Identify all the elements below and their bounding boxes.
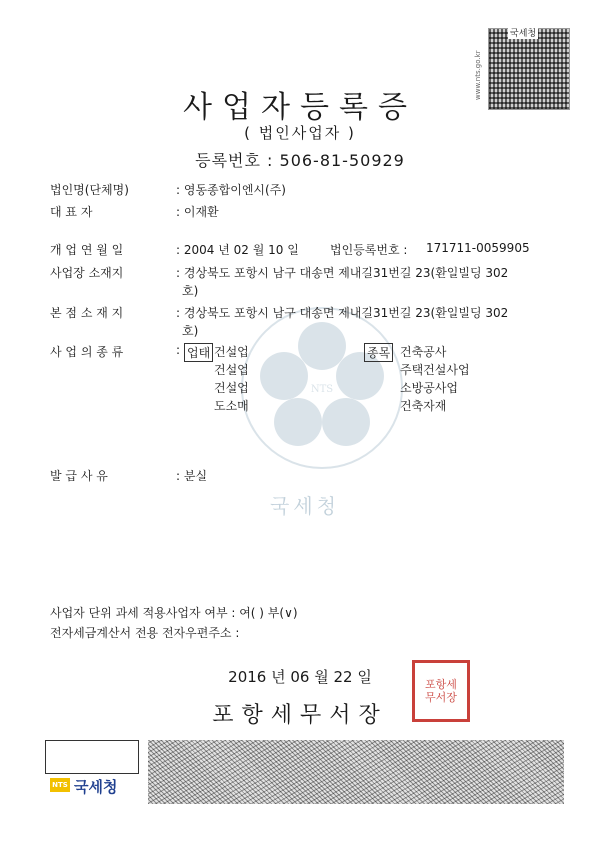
category-3: 건설업 — [214, 381, 249, 395]
business-address-label: 사업장 소재지 — [50, 266, 124, 280]
opening-date-value: : 2004 년 02 월 10 일 — [176, 243, 299, 257]
corp-reg-value: 171711-0059905 — [426, 241, 530, 255]
issue-reason-label: 발 급 사 유 — [50, 469, 108, 483]
registration-number: 등록번호 : 506-81-50929 — [195, 151, 405, 170]
representative-value: : 이재환 — [176, 205, 219, 219]
nts-logo-icon — [50, 778, 70, 792]
blank-box — [45, 740, 139, 774]
corp-reg-label: 법인등록번호 : — [330, 243, 408, 257]
category-2: 건설업 — [214, 363, 249, 377]
corp-name-label: 법인명(단체명) — [50, 183, 129, 197]
official-seal — [412, 660, 470, 722]
nts-name: 국세청 — [74, 778, 118, 796]
document-subtitle: ( 법인사업자 ) — [244, 124, 356, 142]
item-4: 건축자재 — [400, 399, 447, 413]
category-4: 도소매 — [214, 399, 249, 413]
item-3: 소방공사업 — [400, 381, 458, 395]
qr-url: www.nts.go.kr — [474, 50, 482, 100]
issue-reason-value: : 분실 — [176, 469, 208, 483]
item-tag: 종목 — [364, 343, 393, 362]
representative-label: 대 표 자 — [50, 205, 93, 219]
nts-watermark-icon — [232, 288, 412, 508]
category-tag: 업태 — [184, 343, 213, 362]
item-1: 건축공사 — [400, 345, 447, 359]
business-type-colon: : — [176, 343, 181, 357]
document-title: 사업자등록증 — [183, 90, 417, 125]
security-pattern-overlay — [148, 740, 564, 804]
category-1: 건설업 — [214, 345, 249, 359]
business-address-value: : 경상북도 포항시 남구 대송면 제내길31번길 23(환일빌딩 302 — [176, 266, 509, 280]
watermark-text: 국세청 — [270, 494, 340, 518]
nts-logo-text: NTS — [52, 781, 68, 789]
tax-unit-note: 사업자 단위 과세 적용사업자 여부 : 여( ) 부(∨) — [50, 606, 298, 620]
issue-date: 2016 년 06 월 22 일 — [228, 668, 372, 686]
email-note: 전자세금계산서 전용 전자우편주소 : — [50, 626, 240, 640]
opening-date-label: 개 업 연 월 일 — [50, 243, 124, 257]
qr-label: 국세청 — [508, 26, 538, 39]
business-address-value-line2: 호) — [182, 284, 199, 298]
head-office-value: : 경상북도 포항시 남구 대송면 제내길31번길 23(환일빌딩 302 — [176, 306, 509, 320]
corp-name-value: : 영동종합이엔시(주) — [176, 183, 286, 197]
head-office-label: 본 점 소 재 지 — [50, 306, 124, 320]
item-2: 주택건설사업 — [400, 363, 470, 377]
head-office-value-line2: 호) — [182, 324, 199, 338]
svg-text:NTS: NTS — [310, 384, 334, 395]
issuing-office: 포항세무서장 — [212, 703, 388, 728]
business-type-label: 사 업 의 종 류 — [50, 345, 124, 359]
seal-text: 포항세무서장 — [425, 678, 457, 704]
